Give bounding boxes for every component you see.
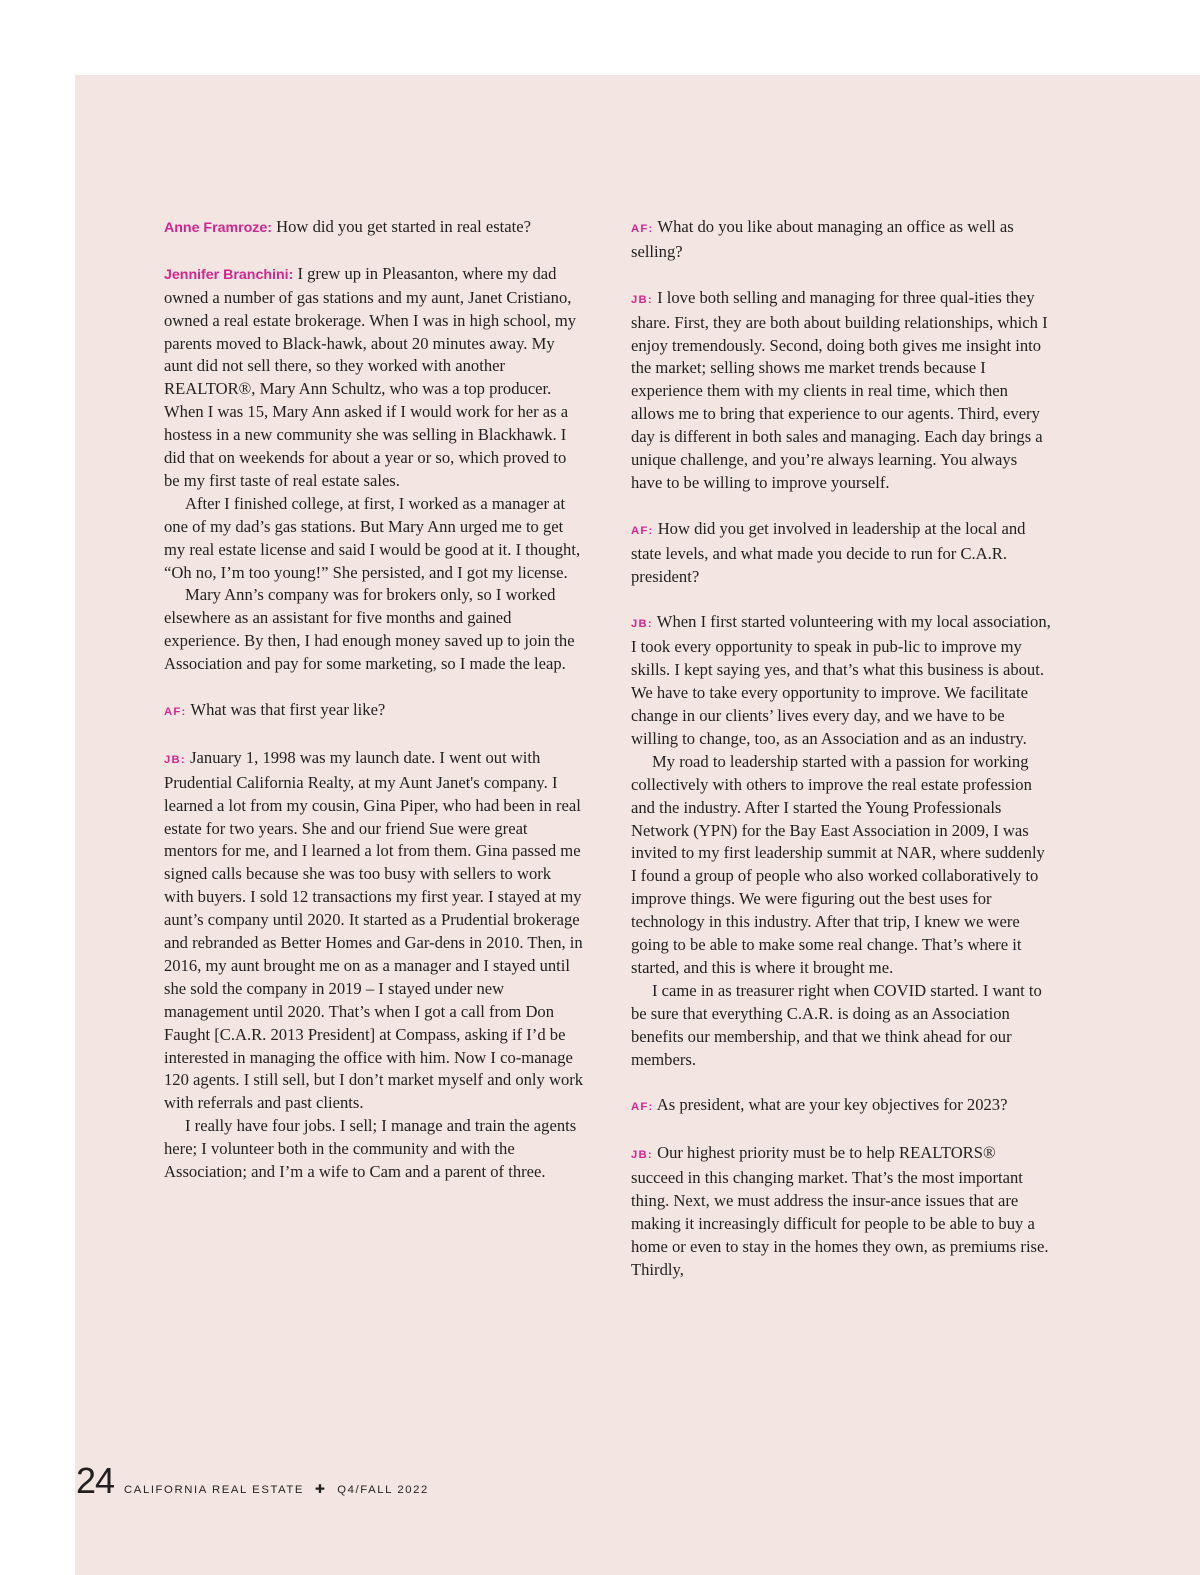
paragraph-text: I really have four jobs. I sell; I manage and train the agents here; I volunteer both in the community and with the Association; and I’m a wife to Cam and a parent of three. xyxy=(164,1116,577,1182)
answer-paragraph xyxy=(164,747,584,1116)
speaker-label: JB: xyxy=(631,618,653,631)
answer-paragraph xyxy=(164,216,584,240)
paragraph-text: As president, what are your key objectives for 2023? xyxy=(656,1095,1008,1115)
continuation-paragraph xyxy=(164,493,584,585)
paragraph-text: When I first started volunteering with my local association, I took every opportunity to speak in pub-lic to improve my skills. I kept saying yes, and that’s what this business is about. We have to take every opportunity to improve. We facilitate change in our clients’ lives every day, and we have to be willing to change, too, as an Association and as an industry. xyxy=(631,612,1051,748)
answer-paragraph xyxy=(631,287,1051,495)
paragraph-text: I love both selling and managing for three qual-ities they share. First, they are both about building relationships, which I enjoy tremendously. Second, doing both gives me insight into the market; selling shows me market trends because I experience them with my clients in real time, which then allows me to bring that experience to our agents. Third, every day is different in both sales and managing. Each day brings a unique challenge, and you’re always learning. You always have to be willing to improve yourself. xyxy=(631,287,1048,492)
issue-label: Q4/FALL 2022 xyxy=(337,1484,429,1496)
interview-block xyxy=(631,1142,1051,1281)
answer-paragraph xyxy=(631,518,1051,589)
speaker-label: AF: xyxy=(164,706,187,718)
paragraph-text: My road to leadership started with a passion for working collectively with others to improve the real estate profession and the industry. After I started the Young Professionals Network (YPN) for the Bay East Association in 2009, I was invited to my first leadership summit at NAR, where suddenly I found a group of people who also worked collaboratively to improve things. We were figuring out the best uses for technology in this industry. After that trip, I knew we were going to be able to make some real change. That’s where it started, and this is where it brought me. xyxy=(631,751,1045,977)
speaker-label: Jennifer Branchini: xyxy=(164,266,294,283)
paragraph-text: Mary Ann’s company was for brokers only, so I worked elsewhere as an assistant for five months and gained experience. By then, I had enough money saved up to join the Association and pay for some marketing, so I made the leap. xyxy=(164,585,575,674)
speaker-label: JB: xyxy=(164,753,186,766)
paragraph-text: How did you get involved in leadership at the local and state levels, and what made you decide to run for C.A.R. president? xyxy=(631,518,1026,586)
paragraph-text: What do you like about managing an office as well as selling? xyxy=(631,217,1014,261)
right-column xyxy=(631,216,1051,1305)
paragraph-text: How did you get started in real estate? xyxy=(276,217,531,236)
interview-block xyxy=(164,216,584,240)
continuation-paragraph xyxy=(631,980,1051,1072)
left-column xyxy=(164,216,584,1207)
paragraph-text: What was that first year like? xyxy=(190,700,386,719)
answer-paragraph xyxy=(631,611,1051,750)
answer-paragraph xyxy=(164,263,584,493)
paragraph-text: Our highest priority must be to help REALTORS® succeed in this changing market. That’s the most important thing. Next, we must address the insur-ance issues that are making it increasingly difficult for people to be able to buy a home or even to stay in the homes they own, as premiums rise. Thirdly, xyxy=(631,1143,1049,1279)
speaker-label: AF: xyxy=(631,524,654,537)
interview-block xyxy=(631,518,1051,589)
publication-name: CALIFORNIA REAL ESTATE xyxy=(124,1484,305,1496)
answer-paragraph xyxy=(164,699,584,724)
continuation-paragraph xyxy=(631,751,1051,980)
speaker-label: AF: xyxy=(631,223,654,235)
paragraph-text: I came in as treasurer right when COVID started. I want to be sure that everything C.A.R. is doing as an Association benefits our membership, and that we think ahead for our members. xyxy=(631,980,1042,1069)
interview-block xyxy=(164,747,584,1184)
page-number: 24 xyxy=(76,1460,115,1501)
paragraph-text: After I finished college, at first, I worked as a manager at one of my dad’s gas stations. But Mary Ann urged me to get my real estate license and said I would be good at it. I thought, “Oh no, I’m too young!” She persisted, and I got my license. xyxy=(164,493,581,582)
interview-block xyxy=(164,263,584,676)
speaker-label: Anne Framroze: xyxy=(164,220,272,236)
continuation-paragraph xyxy=(164,584,584,676)
speaker-label: AF: xyxy=(631,1101,654,1114)
answer-paragraph xyxy=(631,1142,1051,1281)
interview-block xyxy=(631,1094,1051,1119)
page-footer xyxy=(76,1460,429,1500)
interview-block xyxy=(164,699,584,724)
answer-paragraph xyxy=(631,216,1051,264)
continuation-paragraph xyxy=(164,1115,584,1184)
interview-block xyxy=(631,287,1051,495)
paragraph-text: I grew up in Pleasanton, where my dad owned a number of gas stations and my aunt, Janet Cristiano, owned a real estate brokerage. When I was in high school, my parents moved to Black-hawk, about 20 minutes away. My aunt did not sell there, so they worked with another REALTOR®, Mary Ann Schultz, who was a top producer. When I was 15, Mary Ann asked if I would work for her as a hostess in a new community she was selling in Blackhawk. I did that on weekends for about a year or so, which proved to be my first taste of real estate sales. xyxy=(164,263,577,490)
interview-block xyxy=(631,216,1051,264)
publication-line xyxy=(124,1482,429,1496)
paragraph-text: January 1, 1998 was my launch date. I went out with Prudential California Realty, at my Aunt Janet's company. I learned a lot from my cousin, Gina Piper, who had been in real estate for two years. She and our friend Sue were great mentors for me, and I learned a lot from them. Gina passed me signed calls because she was too busy with sellers to work with buyers. I sold 12 transactions my first year. I stayed at my aunt’s company until 2020. It started as a Prudential brokerage and rebranded as Better Homes and Gar-dens in 2010. Then, in 2016, my aunt brought me on as a manager and I stayed until she sold the company in 2019 – I stayed under new management until 2020. That’s when I got a call from Don Faught [C.A.R. 2013 President] at Compass, asking if I’d be interested in managing the office with him. Now I co-manage 120 agents. I still sell, but I don’t market myself and only work with referrals and past clients. xyxy=(164,747,584,1113)
answer-paragraph xyxy=(631,1094,1051,1119)
plus-icon: ✚ xyxy=(314,1482,327,1496)
speaker-label: JB: xyxy=(631,1149,653,1162)
speaker-label: JB: xyxy=(631,293,653,306)
interview-block xyxy=(631,611,1051,1071)
